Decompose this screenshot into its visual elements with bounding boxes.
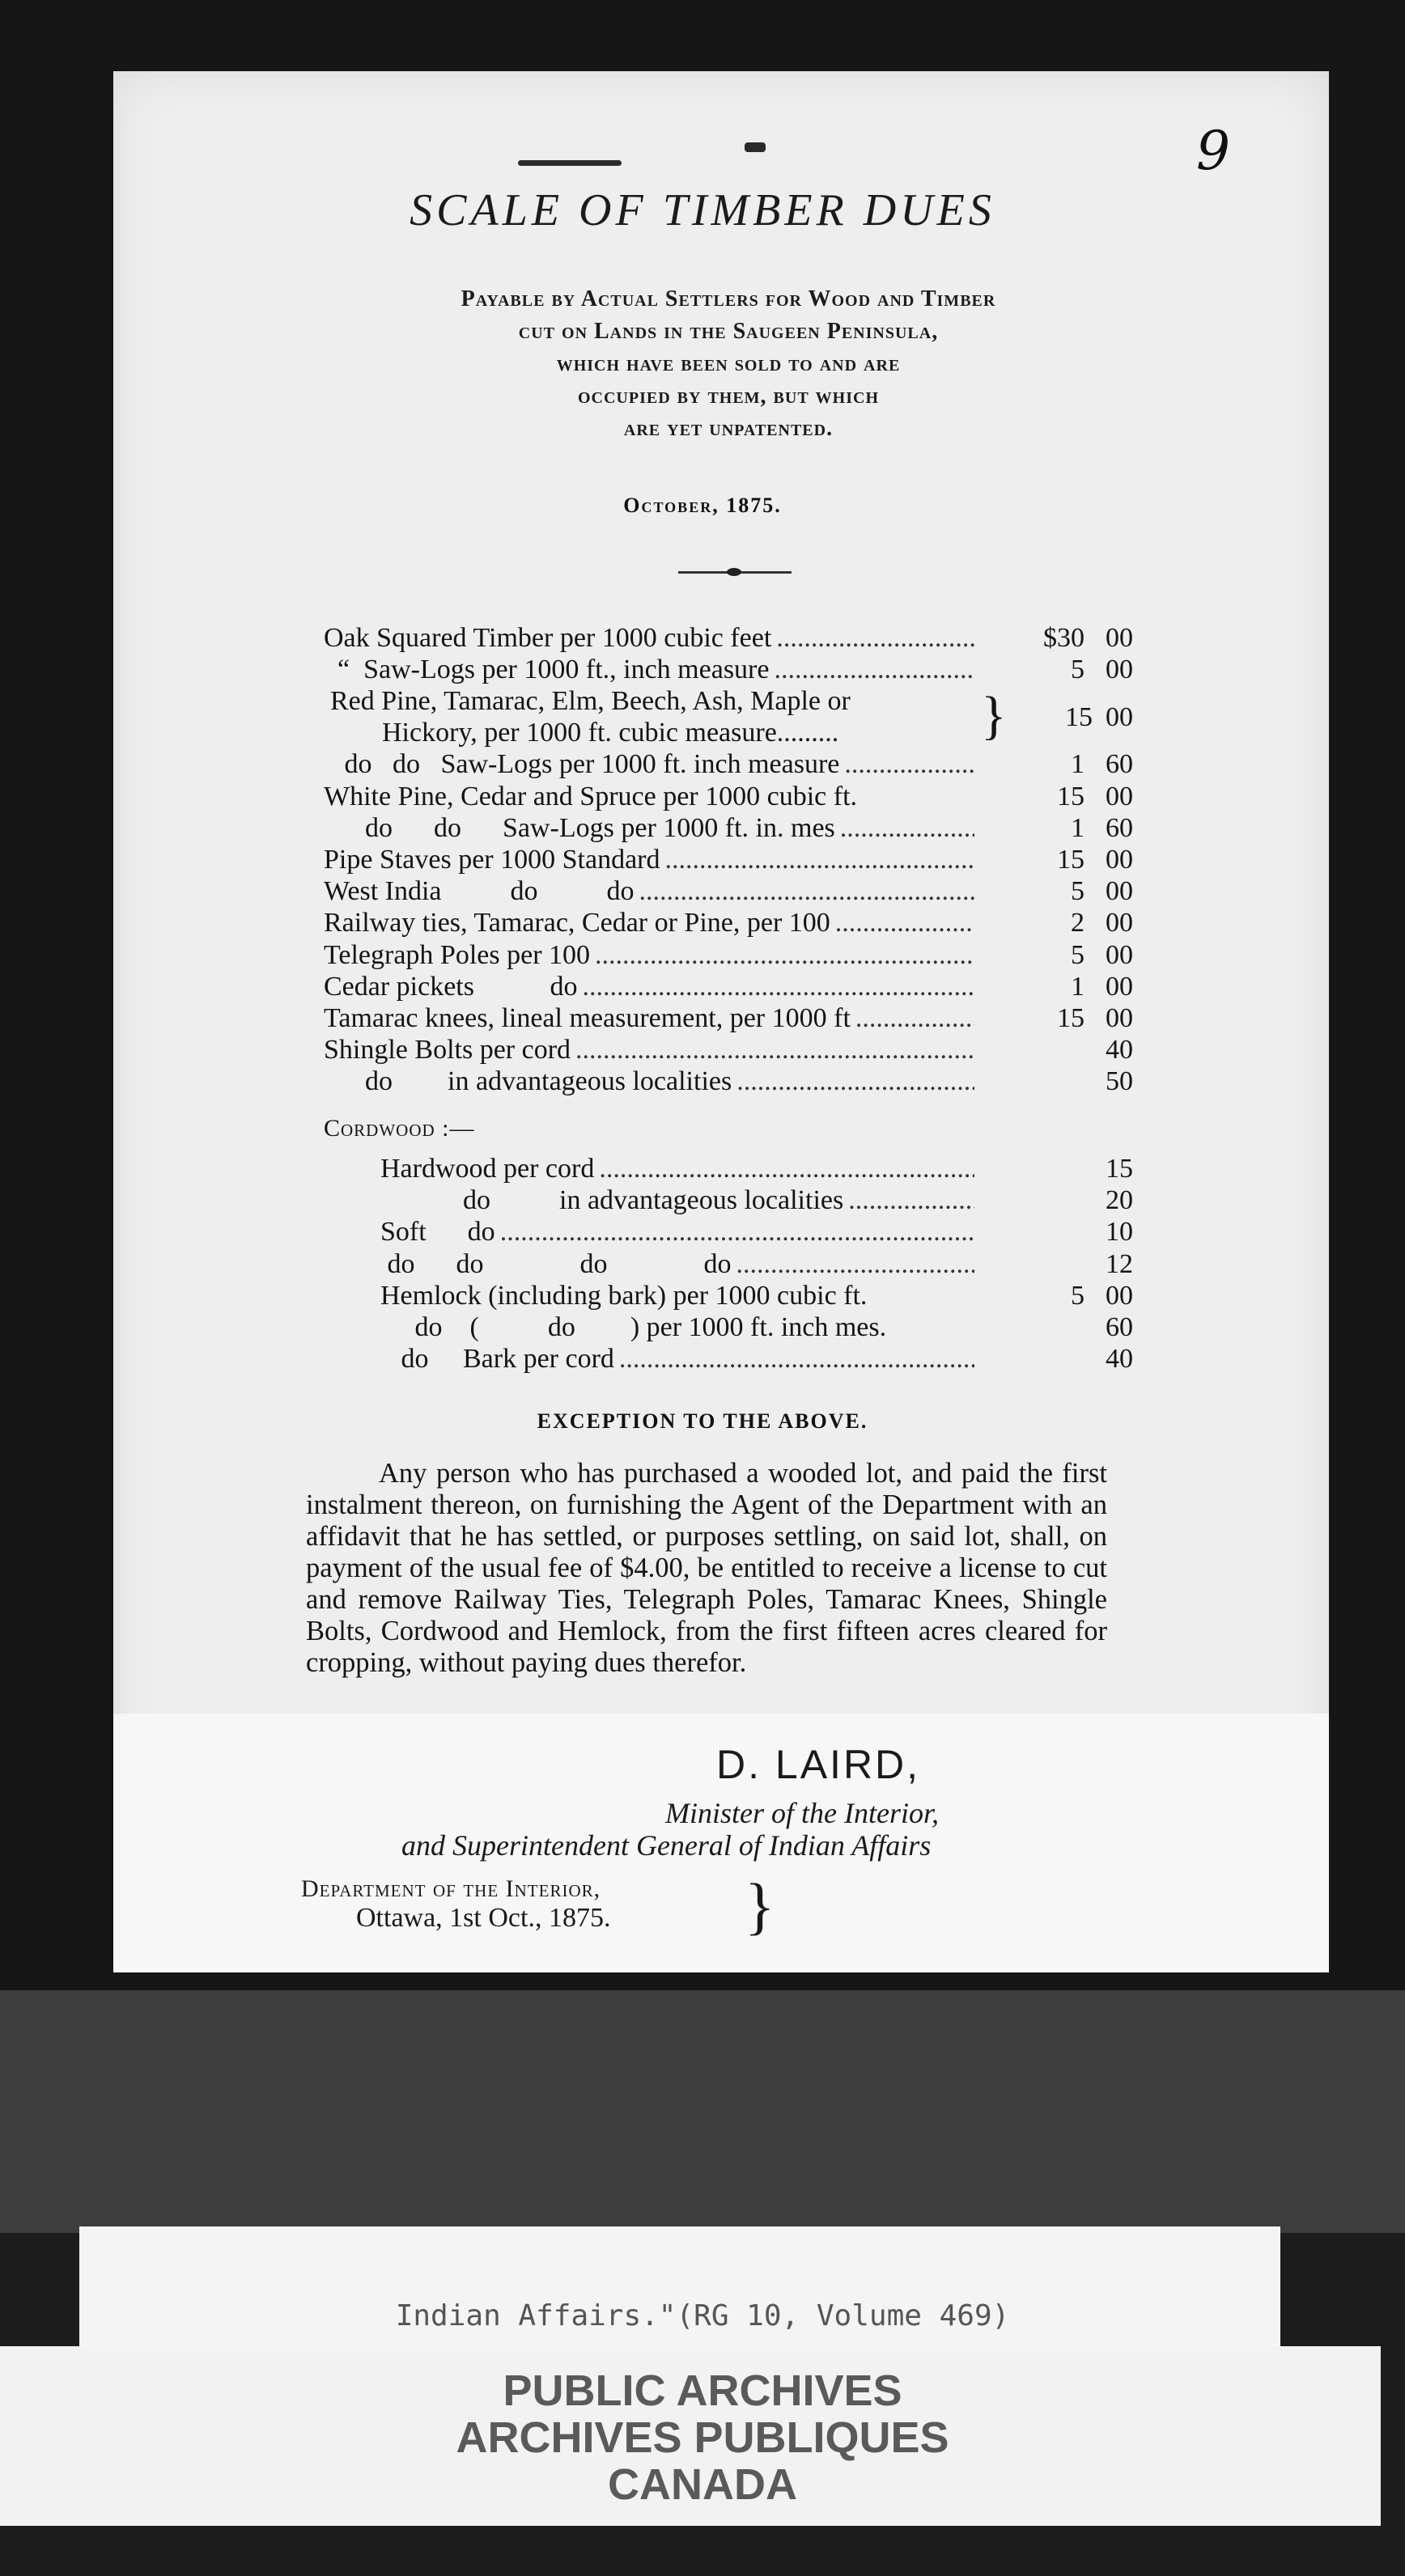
ornamental-rule-center [727, 568, 741, 576]
rate-row [324, 623, 1133, 655]
subtitle-line: Payable by Actual Settlers for Wood and Timber [461, 286, 996, 311]
rate-row [324, 1066, 1133, 1098]
rate-row-multiline [324, 686, 1133, 749]
rate-label: Tamarac knees, lineal measurement, per 1000 ft [324, 1002, 851, 1033]
rate-cents: 12 [1106, 1248, 1133, 1279]
rate-dollars: 5 [1071, 876, 1085, 907]
document-subtitle [283, 283, 1174, 445]
rate-row [324, 845, 1133, 876]
rate-dollars: 5 [1071, 939, 1085, 970]
rate-cents: 00 [1106, 623, 1133, 653]
subtitle-line: are yet unpatented. [623, 416, 834, 441]
rate-dollars: 1 [1071, 749, 1085, 780]
rate-label: do do do do [380, 1248, 732, 1279]
rate-cents: 00 [1106, 971, 1133, 1002]
rate-label: Telegraph Poles per 100 [324, 939, 591, 970]
document-date: October, 1875. [623, 494, 782, 517]
rate-row [324, 1003, 1133, 1035]
leader-dots [583, 972, 975, 1002]
cordwood-rates-table [380, 1154, 1133, 1375]
rate-row [324, 1035, 1133, 1066]
rate-dollars: $30 [1043, 623, 1085, 653]
rate-label: do in advantageous localities [324, 1066, 732, 1097]
rate-label: “ Saw-Logs per 1000 ft., inch measure [324, 655, 770, 685]
rate-row [324, 749, 1133, 781]
leader-dots [855, 1003, 974, 1034]
rate-cents: 40 [1106, 1035, 1133, 1066]
leader-dots [835, 908, 974, 938]
rate-row [380, 1185, 1133, 1217]
rate-row [380, 1281, 1133, 1312]
leader-dots [500, 1217, 974, 1248]
rate-dollars: 15 [1065, 702, 1093, 733]
leader-dots [736, 1249, 975, 1280]
rate-label-line-2-text: Hickory, per 1000 ft. cubic measure [382, 718, 777, 748]
rate-row [324, 813, 1133, 845]
exception-heading: EXCEPTION TO THE ABOVE. [537, 1409, 868, 1433]
subtitle-line: occupied by them, but which [577, 383, 880, 409]
rate-label: Oak Squared Timber per 1000 cubic feet [324, 623, 772, 653]
rate-label: White Pine, Cedar and Spruce per 1000 cubic ft. [324, 781, 858, 811]
rate-cents: 60 [1106, 812, 1133, 843]
rate-row [324, 972, 1133, 1003]
rate-cents: 50 [1106, 1066, 1133, 1097]
rate-label: do ( do ) per 1000 ft. inch mes. [380, 1311, 887, 1342]
rate-label: West India do do [324, 876, 635, 907]
rate-row [324, 908, 1133, 939]
rate-cents: 20 [1106, 1185, 1133, 1216]
department-block [301, 1871, 775, 1941]
timber-rates-table [324, 623, 1133, 1098]
rate-cents: 00 [1106, 1002, 1133, 1033]
archive-stamp-line: ARCHIVES PUBLIQUES [456, 2413, 949, 2462]
rate-label: do do Saw-Logs per 1000 ft. inch measure [324, 749, 840, 780]
rate-label: do in advantageous localities [380, 1185, 844, 1216]
brace-icon: } [981, 686, 1007, 746]
leader-dots [665, 845, 975, 875]
rate-label: Soft do [380, 1217, 495, 1248]
rate-label: do do Saw-Logs per 1000 ft. in. mes [324, 812, 835, 843]
rate-row [324, 940, 1133, 972]
rate-cents: 60 [1106, 749, 1133, 780]
rate-cents: 00 [1106, 939, 1133, 970]
rate-label: Railway ties, Tamarac, Cedar or Pine, per 100 [324, 908, 830, 938]
rate-cents: 00 [1106, 844, 1133, 875]
rate-row [324, 655, 1133, 686]
rate-dollars: 2 [1071, 908, 1085, 938]
rate-label-line-2: Hickory, per 1000 ft. cubic measure......... [382, 718, 839, 748]
rate-label: Hardwood per cord [380, 1154, 595, 1184]
leader-dots [595, 940, 974, 971]
page-number: 9 [1196, 120, 1230, 182]
archive-stamp-line: CANADA [608, 2460, 797, 2509]
ink-smudge [745, 142, 766, 152]
rate-cents: 10 [1106, 1217, 1133, 1248]
rate-label: Pipe Staves per 1000 Standard [324, 844, 660, 875]
rate-dollars: 15 [1057, 844, 1085, 875]
rate-dollars: 15 [1057, 781, 1085, 811]
rate-row [324, 782, 1133, 813]
rate-dollars: 1 [1071, 812, 1085, 843]
rate-dollars: 1 [1071, 971, 1085, 1002]
rate-dollars: 5 [1071, 1280, 1085, 1311]
leader-dots [776, 623, 974, 654]
rate-row [380, 1249, 1133, 1281]
department-name: Department of the Interior, [301, 1875, 601, 1902]
rate-dollars: 5 [1071, 655, 1085, 685]
archive-stamp-line: PUBLIC ARCHIVES [503, 2366, 902, 2415]
signature-title: Minister of the Interior, [665, 1797, 939, 1829]
rate-row [380, 1154, 1133, 1185]
rate-cents: 00 [1106, 908, 1133, 938]
rate-row [380, 1344, 1133, 1375]
cordwood-heading: Cordwood :— [324, 1115, 475, 1142]
archive-stamp [0, 2367, 1405, 2508]
department-place-date: Ottawa, 1st Oct., 1875. [356, 1903, 611, 1933]
rate-label: Shingle Bolts per cord [324, 1035, 571, 1066]
leader-dots [599, 1154, 974, 1184]
signature-name: D. LAIRD, [716, 1742, 921, 1787]
subtitle-line: cut on Lands in the Saugeen Peninsula, [518, 319, 939, 344]
microfilm-background-lower [0, 1990, 1405, 2233]
rate-cents: 00 [1106, 655, 1133, 685]
rate-cents: 00 [1106, 1280, 1133, 1311]
rate-label: Hemlock (including bark) per 1000 cubic ft. [380, 1280, 868, 1311]
leader-dots [575, 1035, 974, 1066]
rate-cents: 00 [1106, 702, 1133, 733]
rate-row [380, 1312, 1133, 1344]
leader-dots [619, 1344, 974, 1375]
archive-reference: Indian Affairs."(RG 10, Volume 469) [395, 2299, 1010, 2332]
rate-cents: 00 [1106, 876, 1133, 907]
leader-dots [848, 1185, 974, 1216]
rate-cents: 15 [1106, 1154, 1133, 1184]
rate-row [380, 1217, 1133, 1248]
signature-title-secondary: and Superintendent General of Indian Affairs [401, 1829, 932, 1862]
rate-label: do Bark per cord [380, 1344, 614, 1375]
subtitle-line: which have been sold to and are [556, 351, 901, 376]
rate-cents: 00 [1106, 781, 1133, 811]
leader-dots [774, 655, 974, 685]
rate-dollars: 15 [1057, 1002, 1085, 1033]
leader-dots [736, 1066, 974, 1097]
rate-label: Cedar pickets do [324, 971, 578, 1002]
rate-row [324, 876, 1133, 908]
rate-cents: 60 [1106, 1311, 1133, 1342]
rate-cents: 40 [1106, 1344, 1133, 1375]
ink-smudge [518, 160, 622, 166]
leader-dots [639, 876, 975, 907]
leader-dots [844, 749, 974, 780]
brace-icon: } [745, 1871, 775, 1941]
exception-paragraph: Any person who has purchased a wooded lot, and paid the first instalment thereon, on furnishing the Agent of the Department with an affidavit that he has settled, or purposes settling, on said lot, shall, on payment of the usual fee of $4.00, be entitled to receive a license to cut and remove Railway Ties, Telegraph Poles, Tamarac Knees, Shingle Bolts, Cordwood and Hemlock, from the first fifteen acres cleared for cropping, without paying dues therefor. [306, 1458, 1107, 1678]
leader-dots [840, 813, 974, 844]
document-title: SCALE OF TIMBER DUES [410, 185, 995, 235]
rate-label-line-1: Red Pine, Tamarac, Elm, Beech, Ash, Maple or [330, 686, 851, 717]
